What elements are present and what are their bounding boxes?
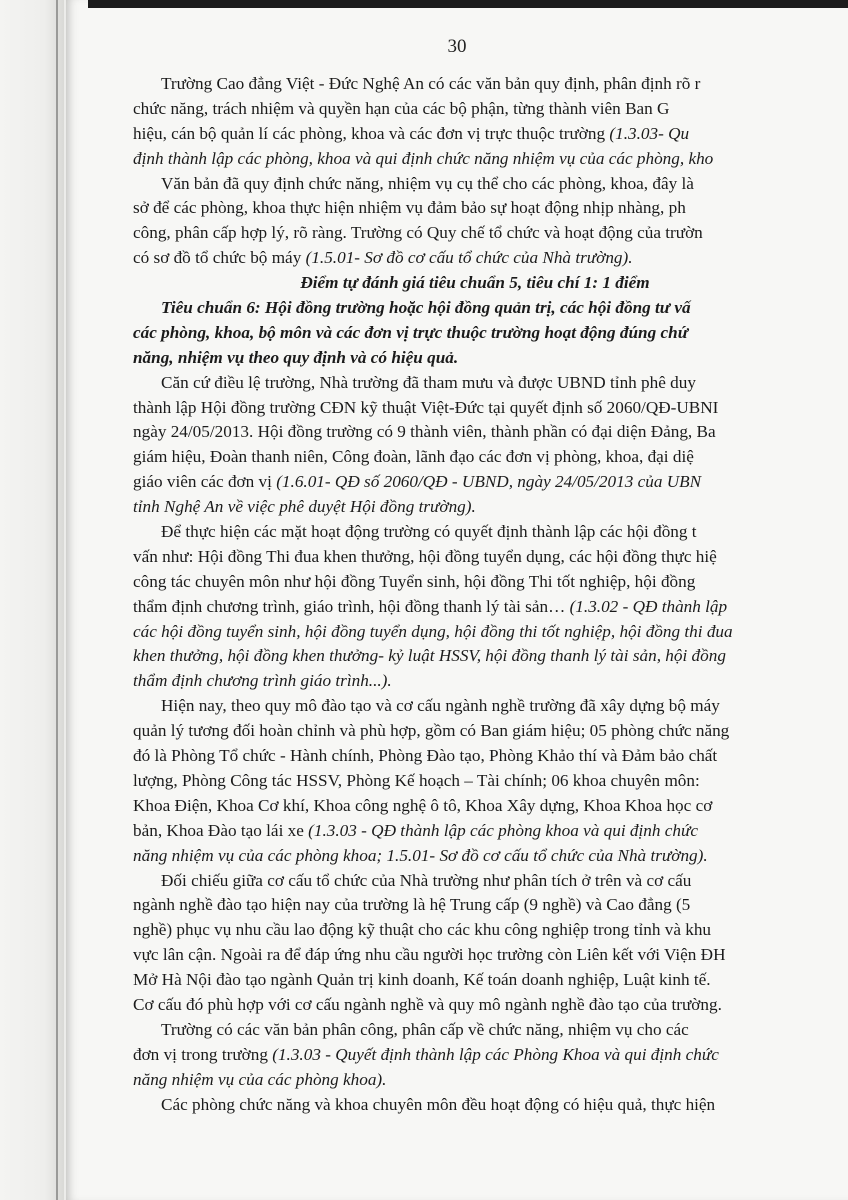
text-segment: Căn cứ điều lệ trường, Nhà trường đã tham mưu và được UBND tỉnh phê duy [161,372,696,392]
text-segment: vực lân cận. Ngoài ra để đáp ứng nhu cầu người học trường còn Liên kết với Viện ĐH [133,945,726,965]
text-line [133,147,848,172]
text-line [133,943,848,968]
text-line [133,97,848,122]
text-segment: Trường Cao đẳng Việt - Đức Nghệ An có các văn bản quy định, phân định rõ r [161,74,701,93]
text-segment: (1.3.03 - Quyết định thành lập các Phòng Khoa và qui định chức [272,1044,719,1064]
text-line [133,644,848,669]
text-segment: lượng, Phòng Công tác HSSV, Phòng Kế hoạch – Tài chính; 06 khoa chuyên môn: [133,770,700,790]
text-segment: các phòng, khoa, bộ môn và các đơn vị trực thuộc trường hoạt động đúng chứ [133,322,688,342]
text-line [133,122,848,147]
text-line [133,570,848,595]
text-segment: bản, Khoa Đào tạo lái xe [133,820,309,840]
text-segment: năng nhiệm vụ của các phòng khoa). [133,1069,387,1089]
scan-top-border [88,0,848,8]
text-segment: (1.3.03 - QĐ thành lập các phòng khoa và qui định chức [308,820,698,840]
text-segment: thẩm định chương trình, giáo trình, hội đồng thanh lý tài sản… [133,596,570,616]
text-segment: Cơ cấu đó phù hợp với cơ cấu ngành nghề và quy mô ngành nghề đào tạo của trường. [133,994,722,1014]
text-line [133,196,848,221]
text-segment: (1.3.03- Qu [609,123,690,143]
text-segment: Các phòng chức năng và khoa chuyên môn đều hoạt động có hiệu quả, thực hiện [161,1094,716,1114]
text-line [133,72,848,97]
text-line [133,172,848,197]
text-segment: đó là Phòng Tổ chức - Hành chính, Phòng Đào tạo, Phòng Khảo thí và Đảm bảo chất [133,746,718,766]
text-segment: công, phân cấp hợp lý, rõ ràng. Trường có Quy chế tổ chức và hoạt động của trườn [133,223,703,243]
text-segment: các hội đồng tuyển sinh, hội đồng tuyển dụng, hội đồng thi tốt nghiệp, hội đồng thi đua [133,621,733,641]
text-line [133,246,848,271]
text-line [133,769,848,794]
page-number: 30 [447,36,467,57]
text-segment: Khoa Điện, Khoa Cơ khí, Khoa công nghệ ô tô, Khoa Xây dựng, Khoa Khoa học cơ [133,795,713,815]
text-segment: nghề) phục vụ nhu cầu lao động kỹ thuật cho các khu công nghiệp trong tỉnh và khu [133,920,712,940]
text-line [133,1043,848,1068]
text-line [133,321,848,346]
text-line [133,346,848,371]
binding-line [56,0,58,1200]
text-segment: Tiêu chuẩn 6: Hội đồng trường hoặc hội đồng quản trị, các hội đồng tư vấ [161,298,691,318]
text-segment: sở để các phòng, khoa thực hiện nhiệm vụ đảm bảo sự hoạt động nhịp nhàng, ph [133,198,686,218]
text-line [133,918,848,943]
text-segment: giám hiệu, Đoàn thanh niên, Công đoàn, lãnh đạo các đơn vị phòng, khoa, đại diệ [133,447,694,467]
document-body [133,72,848,1117]
text-line [133,1018,848,1043]
previous-page-edge [0,0,64,1200]
text-line [133,819,848,844]
text-segment: (1.6.01- QĐ số 2060/QĐ - UBND, ngày 24/05/2013 của UBN [276,472,702,492]
text-segment: Mở Hà Nội đào tạo ngành Quản trị kinh doanh, Kế toán doanh nghiệp, Luật kinh tế. [133,970,711,990]
text-segment: Trường có các văn bản phân công, phân cấp về chức năng, nhiệm vụ cho các [161,1019,689,1039]
text-segment: năng nhiệm vụ của các phòng khoa; 1.5.01- Sơ đồ cơ cấu tổ chức của Nhà trường). [133,845,708,865]
text-segment: ngành nghề đào tạo hiện nay của trường là hệ Trung cấp (9 nghề) và Cao đẳng (5 [133,895,691,915]
text-line [133,844,848,869]
text-line [133,396,848,421]
text-segment: tỉnh Nghệ An về việc phê duyệt Hội đồng trường). [133,497,476,517]
text-line [133,869,848,894]
text-line [133,1093,848,1118]
text-segment: ngày 24/05/2013. Hội đồng trường có 9 thành viên, thành phần có đại diện Đảng, Ba [133,422,716,442]
text-line [133,545,848,570]
text-segment: thẩm định chương trình giáo trình...). [133,671,392,691]
text-line [133,794,848,819]
text-segment: chức năng, trách nhiệm và quyền hạn của các bộ phận, từng thành viên Ban G [133,98,670,118]
text-line [133,694,848,719]
text-line [133,520,848,545]
text-line [133,371,848,396]
text-line [133,1068,848,1093]
text-line [133,893,848,918]
text-segment: Hiện nay, theo quy mô đào tạo và cơ cấu ngành nghề trường đã xây dựng bộ máy [161,696,720,716]
text-line [133,271,848,296]
text-line [133,221,848,246]
text-segment: giáo viên các đơn vị [133,472,277,492]
text-line [133,968,848,993]
text-segment: vấn như: Hội đồng Thi đua khen thưởng, hội đồng tuyển dụng, các hội đồng thực hiệ [133,546,717,566]
text-segment: quản lý tương đối hoàn chỉnh và phù hợp, gồm có Ban giám hiệu; 05 phòng chức năng [133,721,730,741]
text-segment: thành lập Hội đồng trường CĐN kỹ thuật Việt-Đức tại quyết định số 2060/QĐ-UBNI [133,397,719,417]
text-line [133,595,848,620]
text-line [133,495,848,520]
text-line [133,470,848,495]
text-segment: Văn bản đã quy định chức năng, nhiệm vụ cụ thể cho các phòng, khoa, đây là [161,173,694,193]
text-segment: khen thưởng, hội đồng khen thưởng- kỷ luật HSSV, hội đồng thanh lý tài sản, hội đồng [133,646,726,666]
text-line [133,993,848,1018]
text-segment: định thành lập các phòng, khoa và qui định chức năng nhiệm vụ của các phòng, kho [133,148,714,168]
text-line [133,420,848,445]
text-line [133,620,848,645]
text-line [133,669,848,694]
text-segment: đơn vị trong trường [133,1044,273,1064]
text-segment: hiệu, cán bộ quản lí các phòng, khoa và các đơn vị trực thuộc trường [133,123,610,143]
text-segment: Điểm tự đánh giá tiêu chuẩn 5, tiêu chí 1: 1 điểm [300,273,650,293]
text-segment: (1.5.01- Sơ đồ cơ cấu tổ chức của Nhà trường). [305,248,633,268]
text-segment: năng, nhiệm vụ theo quy định và có hiệu quả. [133,347,459,367]
text-segment: Đối chiếu giữa cơ cấu tổ chức của Nhà trường như phân tích ở trên và cơ cấu [161,870,692,890]
text-line [133,719,848,744]
text-segment: Để thực hiện các mặt hoạt động trường có quyết định thành lập các hội đồng t [161,522,697,542]
text-line [133,744,848,769]
text-line [133,296,848,321]
text-line [133,445,848,470]
text-segment: có sơ đồ tổ chức bộ máy [133,248,306,268]
text-segment: (1.3.02 - QĐ thành lập [569,596,728,616]
text-segment: công tác chuyên môn như hội đồng Tuyển sinh, hội đồng Thi tốt nghiệp, hội đồng [133,571,696,591]
